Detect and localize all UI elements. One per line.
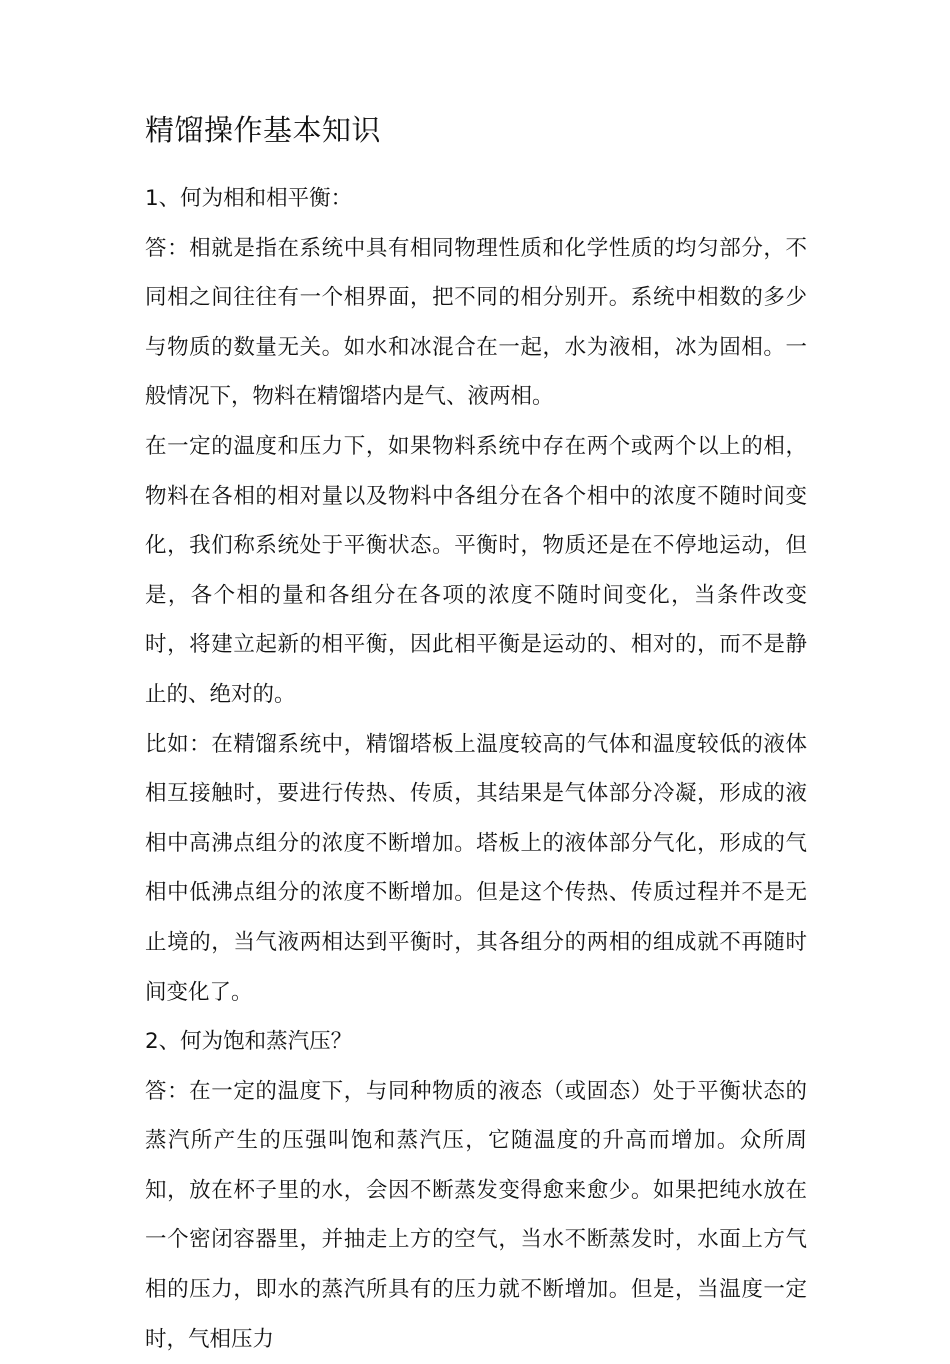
section-2-paragraph-1: 答：在一定的温度下，与同种物质的液态（或固态）处于平衡状态的蒸汽所产生的压强叫饱和蒸汽压，它随温度的升高而增加。众所周知，放在杯子里的水，会因不断蒸发变得愈来愈少。如果把纯水放在一个密闭容器里，并抽走上方的空气，当水不断蒸发时，水面上方气相的压力，即水的蒸汽所具有的压力就不断增加。但是，当温度一定时，气相压力 <box>145 1078 807 1352</box>
section-2 <box>145 1017 807 1364</box>
document-page <box>145 108 807 1364</box>
section-2-question: 2、何为饱和蒸汽压？ <box>145 1029 353 1055</box>
section-1-question: 1、何为相和相平衡： <box>145 186 353 211</box>
section-1-paragraph-2: 在一定的温度和压力下，如果物料系统中存在两个或两个以上的相，物料在各相的相对量以及物料中各组分在各个相中的浓度不随时间变化，我们称系统处于平衡状态。平衡时，物质还是在不停地运动，但是，各个相的量和各组分在各项的浓度不随时间变化，当条件改变时，将建立起新的相平衡，因此相平衡是运动的、相对的，而不是静止的、绝对的。 <box>145 433 807 707</box>
section-1-paragraph-1: 答：相就是指在系统中具有相同物理性质和化学性质的均匀部分，不同相之间往往有一个相界面，把不同的相分别开。系统中相数的多少与物质的数量无关。如水和冰混合在一起，水为液相，冰为固相。一般情况下，物料在精馏塔内是气、液两相。 <box>145 235 807 410</box>
section-1-paragraph-3: 比如：在精馏系统中，精馏塔板上温度较高的气体和温度较低的液体相互接触时，要进行传热、传质，其结果是气体部分冷凝，形成的液相中高沸点组分的浓度不断增加。塔板上的液体部分气化，形成的气相中低沸点组分的浓度不断增加。但是这个传热、传质过程并不是无止境的，当气液两相达到平衡时，其各组分的两相的组成就不再随时间变化了。 <box>145 731 807 1005</box>
section-1 <box>145 174 807 1017</box>
document-title: 精馏操作基本知识 <box>145 113 382 147</box>
